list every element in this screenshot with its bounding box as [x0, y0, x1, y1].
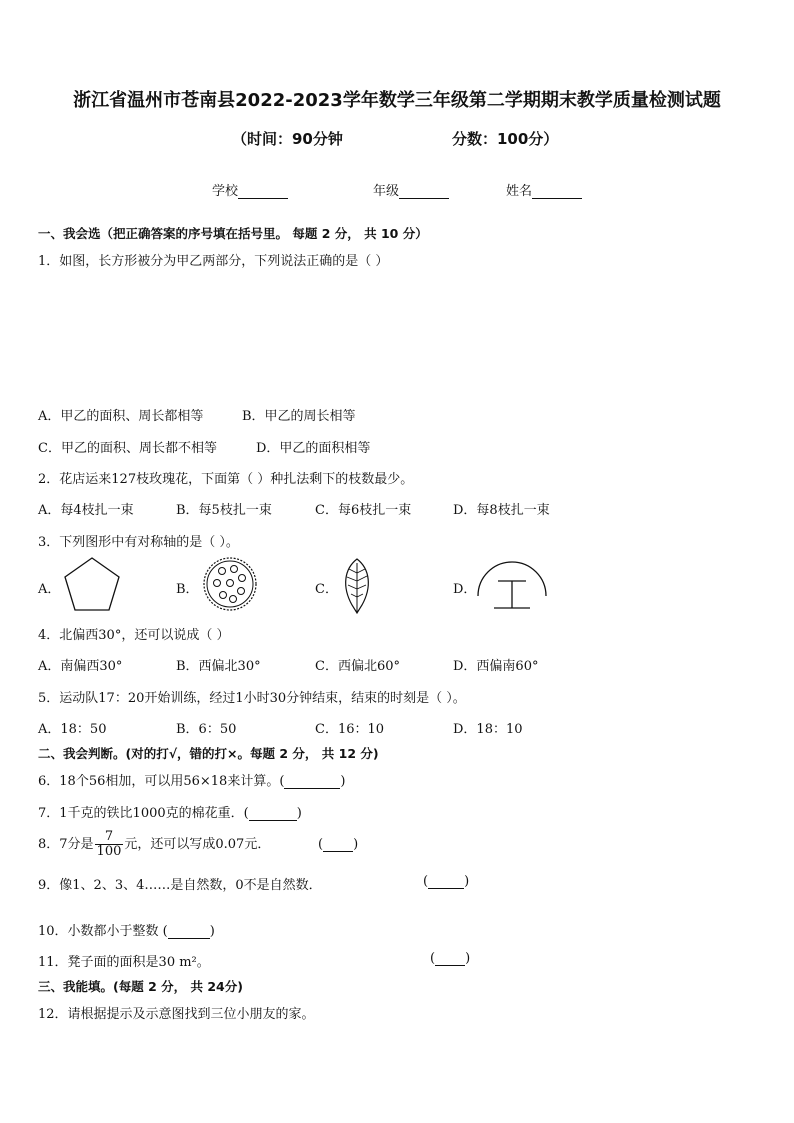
q8-text-pre: 8．7分是 [38, 837, 94, 852]
q9-open-paren: ( [423, 874, 429, 889]
question-11: 11．凳子面的面积是30 m²。 [38, 955, 210, 970]
q8-close-paren: ) [353, 837, 359, 852]
section-1-heading: 一、我会选（把正确答案的序号填在括号里。 每题 2 分， 共 10 分） [38, 226, 428, 241]
q8-numerator: 7 [95, 830, 124, 845]
section-2-heading: 二、我会判断。(对的打√，错的打×。每题 2 分， 共 12 分) [38, 746, 379, 761]
q9-answer-blank[interactable] [428, 876, 464, 889]
q6-text: 6．18个56相加，可以用56×18来计算。( [38, 774, 285, 789]
q7-text: 7．1千克的铁比1000克的棉花重．( [38, 806, 249, 821]
question-10 [38, 920, 215, 939]
school-blank[interactable] [238, 185, 288, 199]
arch-figure [476, 556, 548, 612]
q10-close-paren: ) [209, 924, 215, 939]
q2-option-b: B．每5枝扎一束 [176, 503, 272, 518]
cookie-figure [202, 556, 258, 612]
q11-answer [430, 951, 470, 966]
question-3: 3．下列图形中有对称轴的是（ ）。 [38, 535, 239, 550]
q5-option-b: B．6：50 [176, 722, 237, 737]
q10-text: 10．小数都小于整数 ( [38, 924, 168, 939]
grade-field [373, 180, 449, 199]
q9-answer [423, 874, 469, 889]
q3-option-d: D． [453, 582, 477, 597]
q1-option-b: B．甲乙的周长相等 [242, 409, 356, 424]
name-label: 姓名 [506, 184, 533, 199]
school-field [212, 180, 288, 199]
question-7 [38, 802, 302, 821]
school-label: 学校 [212, 184, 239, 199]
q3-option-c: C． [315, 582, 338, 597]
q2-option-d: D．每8枝扎一束 [453, 503, 550, 518]
name-field [506, 180, 582, 199]
question-9: 9．像1、2、3、4……是自然数，0不是自然数． [38, 878, 322, 893]
q4-option-d: D．西偏南60° [453, 659, 539, 674]
q11-answer-blank[interactable] [435, 953, 465, 966]
q5-option-d: D．18：10 [453, 722, 523, 737]
q4-option-c: C．西偏北60° [315, 659, 400, 674]
exam-score: 分数：100分） [452, 130, 559, 148]
q4-option-a: A．南偏西30° [38, 659, 123, 674]
q6-close-paren: ) [340, 774, 346, 789]
grade-label: 年级 [373, 184, 400, 199]
question-4: 4．北偏西30°，还可以说成（ ） [38, 628, 230, 643]
q8-answer-blank[interactable] [323, 839, 353, 852]
question-6 [38, 770, 345, 789]
question-12: 12．请根据提示及示意图找到三位小朋友的家。 [38, 1007, 315, 1022]
q3-option-b: B． [176, 582, 199, 597]
q10-answer-blank[interactable] [168, 926, 210, 939]
q2-option-a: A．每4枝扎一束 [38, 503, 134, 518]
question-2: 2．花店运来127枝玫瑰花，下面第（ ）种扎法剩下的枝数最少。 [38, 472, 414, 487]
q11-open-paren: ( [430, 951, 436, 966]
q8-fraction [95, 830, 124, 859]
q7-answer-blank[interactable] [249, 808, 297, 821]
q9-close-paren: ) [464, 874, 470, 889]
q1-option-d: D．甲乙的面积相等 [256, 441, 371, 456]
pentagon-figure [62, 555, 122, 613]
q1-option-c: C．甲乙的面积、周长都不相等 [38, 441, 217, 456]
question-1: 1．如图，长方形被分为甲乙两部分，下列说法正确的是（ ） [38, 254, 389, 269]
exam-time: （时间：90分钟 [232, 130, 343, 148]
section-3-heading: 三、我能填。(每题 2 分， 共 24分) [38, 979, 243, 994]
q4-option-b: B．西偏北30° [176, 659, 261, 674]
q6-answer-blank[interactable] [284, 776, 340, 789]
grade-blank[interactable] [399, 185, 449, 199]
question-5: 5．运动队17：20开始训练，经过1小时30分钟结束，结束的时刻是（ ）。 [38, 691, 466, 706]
q5-option-a: A．18：50 [38, 722, 107, 737]
q11-close-paren: ) [465, 951, 471, 966]
name-blank[interactable] [532, 185, 582, 199]
exam-title: 浙江省温州市苍南县2022-2023学年数学三年级第二学期期末教学质量检测试题 [73, 90, 721, 111]
q7-close-paren: ) [296, 806, 302, 821]
q5-option-c: C．16：10 [315, 722, 385, 737]
leaf-figure [340, 557, 374, 615]
q8-open-paren: ( [318, 837, 324, 852]
q8-text-post: 元，还可以写成0.07元． [124, 837, 271, 852]
q3-option-a: A． [38, 582, 61, 597]
q8-answer [318, 837, 358, 852]
q2-option-c: C．每6枝扎一束 [315, 503, 412, 518]
q8-denominator: 100 [96, 844, 122, 859]
question-8 [38, 830, 270, 859]
q1-option-a: A．甲乙的面积、周长都相等 [38, 409, 204, 424]
